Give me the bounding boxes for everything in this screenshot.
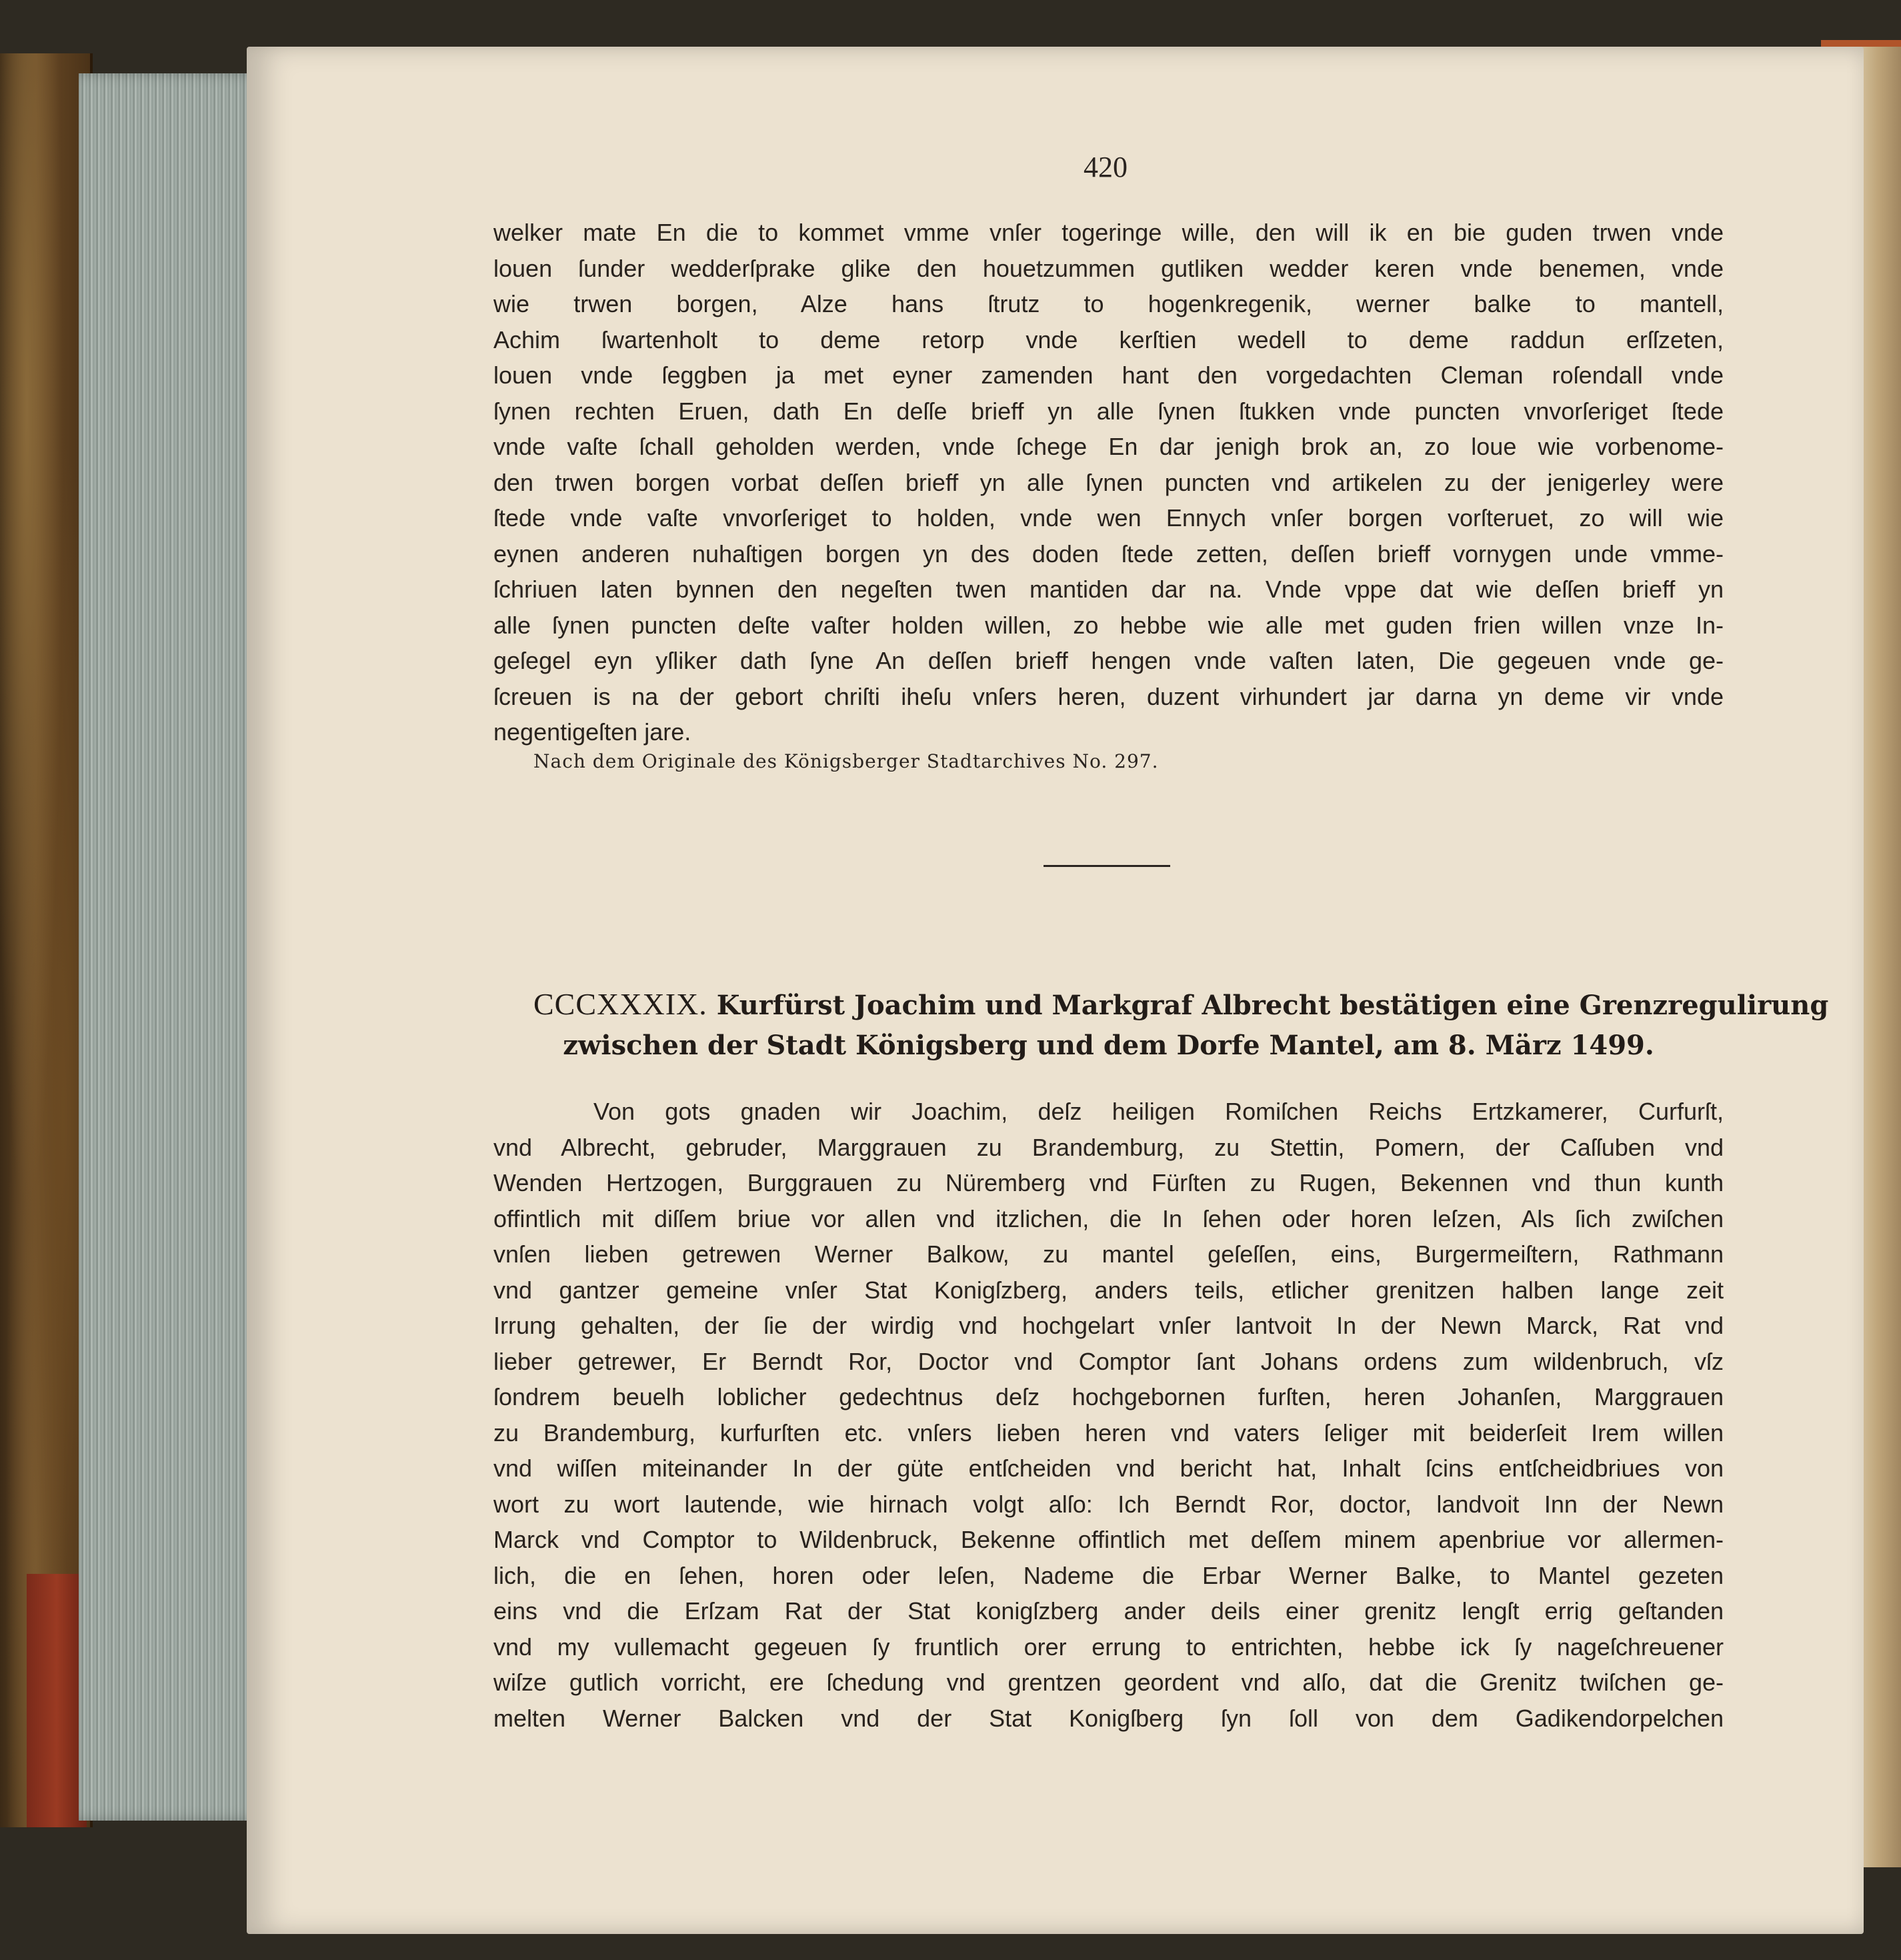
page-edges — [79, 73, 259, 1821]
text-line: Von gots gnaden wir Joachim, deſz heiligen Romiſchen Reichs Ertzkamerer, Curfurſt, — [593, 1098, 1724, 1125]
paragraph-continued — [493, 215, 1724, 750]
text-line: melten Werner Balcken vnd der Stat Konigſberg ſyn ſoll von dem Gadikendorpelchen — [493, 1704, 1724, 1732]
text-line: zu Brandemburg, kurfurſten etc. vnſers lieben heren vnd vaters ſeliger mit beiderſeit Irem willen — [493, 1418, 1724, 1446]
heading-title: Kurfürst Joachim und Markgraf Albrecht bestätigen eine Grenzregulirung — [716, 990, 1829, 1021]
heading-line-1 — [533, 984, 1829, 1025]
text-line: ſcreuen is na der gebort chriſti iheſu vnſers heren, duzent virhundert jar darna yn deme vir vnde — [493, 682, 1724, 710]
text-line: alle ſynen puncten deſte vaſter holden willen, zo hebbe wie alle met guden frien willen vnze In- — [493, 611, 1724, 639]
text-line: geſegel eyn yſliker dath ſyne An deſſen brieff hengen vnde vaſten laten, Die gegeuen vnde ge- — [493, 647, 1724, 674]
text-line: wie trwen borgen, Alze hans ſtrutz to hogenkregenik, werner balke to mantell, — [493, 290, 1724, 317]
text-line: ſynen rechten Eruen, dath En deſſe brieff yn alle ſynen ſtukken vnde puncten vnvorſeriget ſtede — [493, 397, 1724, 425]
text-line: wiſze gutlich vorricht, ere ſchedung vnd grentzen geordent vnd alſo, dat die Grenitz twiſchen ge- — [493, 1669, 1724, 1696]
heading-line-2: zwischen der Stadt Königsberg und dem Dorfe Mantel, am 8. März 1499. — [563, 1030, 1654, 1061]
text-line: Achim ſwartenholt to deme retorp vnde kerſtien wedell to deme raddun erſſzeten, — [493, 325, 1724, 353]
text-line: vnd my vullemacht gegeuen ſy fruntlich orer errung to entrichten, hebbe ick ſy nageſchreuener — [493, 1633, 1724, 1661]
text-line: vnd wiſſen miteinander In der güte entſcheiden vnd bericht hat, Inhalt ſcins entſcheidbriues von — [493, 1454, 1724, 1482]
document-number: CCCXXXIX. — [533, 987, 707, 1021]
text-line: ſchriuen laten bynnen den negeſten twen mantiden dar na. Vnde vppe dat wie deſſen brieff yn — [493, 576, 1724, 603]
text-line: vnd gantzer gemeine vnſer Stat Konigſzberg, anders teils, etlicher grenitzen halben lange zeit — [493, 1276, 1724, 1304]
document-heading — [533, 984, 1829, 1066]
text-line: vnſen lieben getrewen Werner Balkow, zu mantel geſeſſen, eins, Burgermeiſtern, Rathmann — [493, 1240, 1724, 1268]
text-line: eins vnd die Erſzam Rat der Stat konigſzberg ander deils einer grenitz lengſt errig geſtanden — [493, 1597, 1724, 1625]
book-spine — [27, 1574, 87, 1827]
text-line: Irrung gehalten, der ſie der wirdig vnd hochgelart vnſer lantvoit In der Newn Marck, Rat vnd — [493, 1312, 1724, 1339]
paragraph-document — [493, 1094, 1724, 1736]
text-line: vnd Albrecht, gebruder, Marggrauen zu Brandemburg, zu Stettin, Pomern, der Caſſuben vnd — [493, 1133, 1724, 1161]
source-note: Nach dem Originale des Königsberger Stadtarchives No. 297. — [533, 750, 1159, 772]
text-line: wort zu wort lautende, wie hirnach volgt alſo: Ich Berndt Ror, doctor, landvoit Inn der Newn — [493, 1490, 1724, 1518]
text-line: negentigeſten jare. — [493, 718, 691, 746]
text-line: welker mate En die to kommet vmme vnſer togeringe wille, den will ik en bie guden trwen vnde — [493, 219, 1724, 246]
text-line: ſtede vnde vaſte vnvorſeriget to holden, vnde wen Ennych vnſer borgen vorſteruet, zo will wie — [493, 504, 1724, 532]
text-line: louen ſunder wedderſprake glike den houetzummen gutliken wedder keren vnde benemen, vnde — [493, 254, 1724, 282]
section-divider — [1044, 865, 1170, 867]
text-line: eynen anderen nuhaſtigen borgen yn des doden ſtede zetten, deſſen brieff vornygen unde vmme- — [493, 540, 1724, 568]
text-line: offintlich mit diſſem briue vor allen vnd itzlichen, die In ſehen oder horen leſzen, Als ſich zwiſchen — [493, 1204, 1724, 1232]
page-number: 420 — [1084, 151, 1128, 183]
text-line: vnde vaſte ſchall geholden werden, vnde ſchege En dar jenigh brok an, zo loue wie vorbenome- — [493, 433, 1724, 460]
text-line: lieber getrewer, Er Berndt Ror, Doctor vnd Comptor ſant Johans ordens zum wildenbruch, vſz — [493, 1347, 1724, 1375]
text-line: ſondrem beuelh loblicher gedechtnus deſz hochgebornen furſten, heren Johanſen, Marggrauen — [493, 1383, 1724, 1410]
text-line: lich, die en ſehen, horen oder leſen, Nademe die Erbar Werner Balke, to Mantel gezeten — [493, 1561, 1724, 1589]
text-line: Wenden Hertzogen, Burggrauen zu Nüremberg vnd Fürſten zu Rugen, Bekennen vnd thun kunth — [493, 1169, 1724, 1196]
text-line: Marck vnd Comptor to Wildenbruck, Bekenne offintlich met deſſem minem apenbriue vor allermen- — [493, 1526, 1724, 1553]
text-line: louen vnde ſeggben ja met eyner zamenden hant den vorgedachten Cleman roſendall vnde — [493, 361, 1724, 389]
text-line: den trwen borgen vorbat deſſen brieff yn alle ſynen puncten vnd artikelen zu der jenigerley were — [493, 468, 1724, 496]
